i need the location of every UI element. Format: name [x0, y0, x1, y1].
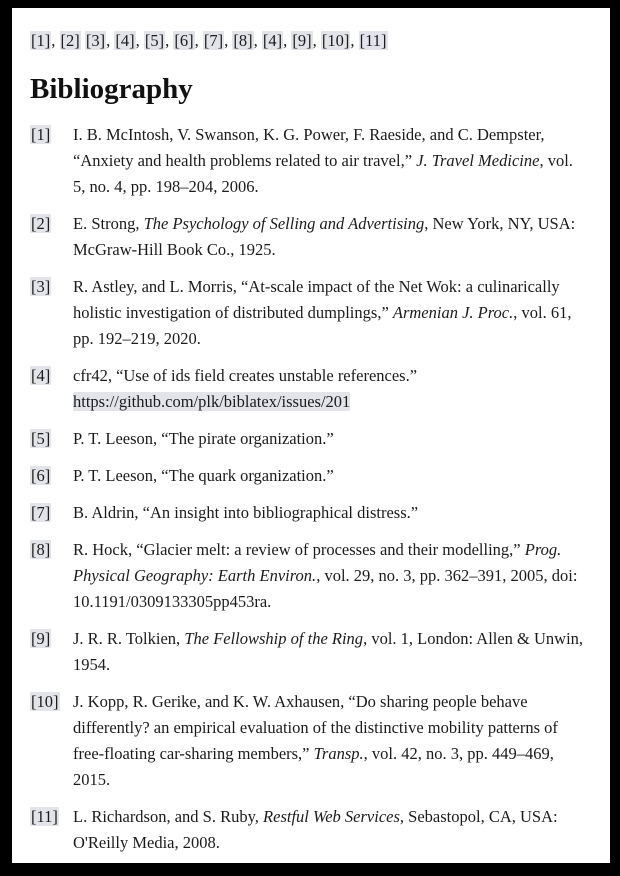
entry-text-segment: Prog. Physical Geography: Earth Environ. [73, 540, 562, 585]
citation-ref-8[interactable]: [8] [233, 31, 253, 50]
entry-label[interactable]: [3] [31, 277, 51, 296]
entry-text-segment: J. R. R. Tolkien, [73, 629, 185, 648]
entry-label-box [30, 211, 73, 237]
entry-text [73, 211, 586, 263]
entry-text-segment: , vol. 29, no. 3, pp. 362–391, 2005, doi: 10.1191/0309133305pp453ra. [73, 566, 578, 611]
citation-ref-4[interactable]: [4] [262, 31, 283, 50]
entry-text-segment: , vol. 42, no. 3, pp. 449–469, 2015. [73, 744, 554, 789]
citation-separator: , [312, 31, 321, 50]
document-page [12, 8, 610, 863]
entry-text-segment: , Sebastopol, CA, USA: O'Reilly Media, 2008. [73, 807, 558, 852]
bibliography-entry-10 [30, 689, 586, 793]
entry-label[interactable]: [1] [31, 125, 51, 144]
bibliography-entry-6 [30, 463, 586, 489]
entry-text [73, 426, 586, 452]
citation-ref-4[interactable]: [4] [115, 31, 135, 50]
entry-text [73, 122, 586, 200]
entry-label[interactable]: [8] [31, 540, 51, 559]
citation-separator: , [194, 31, 203, 50]
bibliography-entry-9 [30, 626, 586, 678]
entry-label-box [30, 363, 73, 389]
entry-label-box [30, 804, 73, 830]
citation-separator: , [253, 31, 262, 50]
entry-text-segment: R. Hock, “Glacier melt: a review of processes and their modelling,” [73, 540, 525, 559]
citation-ref-9[interactable]: [9] [292, 31, 312, 50]
bibliography-entry-11 [30, 804, 586, 856]
entry-label-box [30, 463, 73, 489]
entry-text-segment: cfr42, “Use of ids field creates unstable references.” [73, 366, 418, 385]
entry-text [73, 500, 586, 526]
citation-ref-11[interactable]: [11] [359, 31, 387, 50]
entry-label[interactable]: [2] [31, 214, 51, 233]
bibliography-entry-3 [30, 274, 586, 352]
entry-text-segment: The Fellowship of the Ring [184, 629, 364, 648]
bibliography-entry-4 [30, 363, 586, 415]
entry-text-segment: L. Richardson, and S. Ruby, [73, 807, 264, 826]
entry-label[interactable]: [10] [31, 692, 59, 711]
entry-label-box [30, 537, 73, 563]
entry-label[interactable]: [4] [31, 366, 51, 385]
entry-text-segment: Armenian J. Proc. [392, 303, 514, 322]
citation-separator: , [350, 31, 359, 50]
citation-ref-5[interactable]: [5] [144, 31, 165, 50]
entry-label-box [30, 500, 73, 526]
entry-text-segment: , vol. 1, London: Allen & Unwin, 1954. [73, 629, 584, 674]
entry-label-box [30, 689, 73, 715]
entry-text-segment: Restful Web Services [263, 807, 400, 826]
entry-text-segment: R. Astley, and L. Morris, “At-scale impact of the Net Wok: a culinarically holistic investigation of distributed dumplings,” [73, 277, 560, 322]
citation-ref-10[interactable]: [10] [321, 31, 350, 50]
entry-label[interactable]: [11] [31, 807, 58, 826]
entry-text-segment: , New York, NY, USA: McGraw-Hill Book Co., 1925. [73, 214, 576, 259]
entry-text-segment: B. Aldrin, “An insight into bibliographical distress.” [73, 503, 419, 522]
entry-label-box [30, 274, 73, 300]
entry-text-segment: P. T. Leeson, “The pirate organization.” [73, 429, 334, 448]
bibliography-list [30, 122, 586, 856]
entry-label[interactable]: [6] [31, 466, 51, 485]
entry-text-segment: I. B. McIntosh, V. Swanson, K. G. Power, F. Raeside, and C. Dempster, “Anxiety and health problems related to air travel,” [73, 125, 545, 170]
entry-text [73, 537, 586, 615]
entry-label-box [30, 122, 73, 148]
entry-label-box [30, 426, 73, 452]
entry-label[interactable]: [9] [31, 629, 51, 648]
entry-text [73, 804, 586, 856]
entry-text-segment: Transp. [313, 744, 364, 763]
citation-ref-2[interactable]: [2] [60, 31, 80, 50]
bibliography-heading: Bibliography [30, 73, 193, 105]
entry-text-segment: J. Travel Medicine [416, 151, 540, 170]
entry-text [73, 363, 586, 415]
entry-text [73, 463, 586, 489]
entry-label-box [30, 626, 73, 652]
bibliography-entry-1 [30, 122, 586, 200]
bibliography-entry-7 [30, 500, 586, 526]
citation-separator: , [283, 31, 292, 50]
entry-text-segment: , vol. 5, no. 4, pp. 198–204, 2006. [73, 151, 573, 196]
entry-text [73, 689, 586, 793]
bibliography-entry-8 [30, 537, 586, 615]
citation-ref-3[interactable]: [3] [85, 31, 106, 50]
citation-ref-1[interactable]: [1] [31, 31, 51, 50]
citation-separator: , [224, 31, 233, 50]
entry-text-segment: E. Strong, [73, 214, 144, 233]
entry-text [73, 274, 586, 352]
entry-text-segment: The Psychology of Selling and Advertising [143, 214, 425, 233]
citation-separator: , [165, 31, 174, 50]
citation-separator: , [135, 31, 144, 50]
citation-separator: , [51, 31, 60, 50]
citation-separator: , [106, 31, 115, 50]
citation-line [30, 30, 586, 51]
entry-text-segment: , vol. 61, pp. 192–219, 2020. [73, 303, 572, 348]
entry-text-segment: P. T. Leeson, “The quark organization.” [73, 466, 334, 485]
entry-text [73, 626, 586, 678]
entry-label[interactable]: [5] [31, 429, 51, 448]
entry-url-link[interactable]: https://github.com/plk/biblatex/issues/201 [73, 392, 351, 411]
bibliography-entry-2 [30, 211, 586, 263]
citation-ref-7[interactable]: [7] [203, 31, 224, 50]
entry-text-segment: J. Kopp, R. Gerike, and K. W. Axhausen, “Do sharing people behave differently? an empirical evaluation of the distinctive mobility patterns of free-floating car-sharing members,” [73, 692, 558, 763]
bibliography-entry-5 [30, 426, 586, 452]
citation-ref-6[interactable]: [6] [174, 31, 194, 50]
entry-label[interactable]: [7] [31, 503, 51, 522]
